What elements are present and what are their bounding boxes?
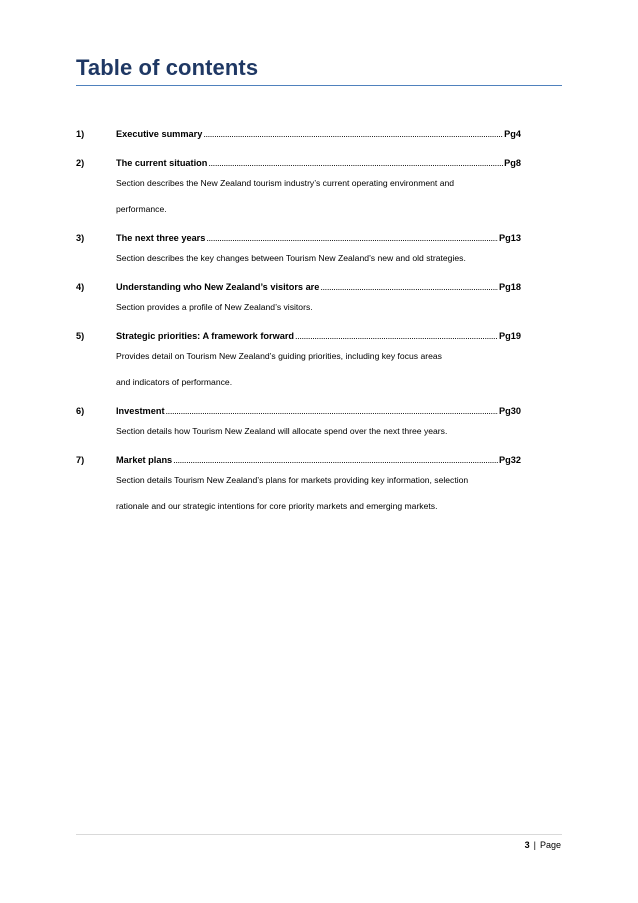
toc-entry-description: performance. [116,204,167,214]
page-number: 3 [524,840,530,850]
toc-entry-label: The current situation [116,158,208,168]
toc-entry-page: Pg30 [499,406,521,416]
footer-separator: | [533,840,536,850]
toc-entry-heading[interactable] [76,128,521,141]
toc-entry-description: Section details how Tourism New Zealand will allocate spend over the next three years. [116,426,448,436]
toc-entry-heading[interactable] [76,405,521,418]
dot-leader [320,281,498,294]
table-of-contents [76,128,521,519]
toc-entry-6 [76,405,521,444]
toc-entry-page: Pg18 [499,282,521,292]
toc-entry-label: Executive summary [116,129,203,139]
toc-entry-description: Section describes the key changes between Tourism New Zealand’s new and old strategies. [116,253,466,263]
dot-leader [295,330,498,343]
dot-leader [173,454,498,467]
toc-entry-number: 3) [76,233,85,243]
toc-entry-description: and indicators of performance. [116,377,233,387]
toc-entry-number: 6) [76,406,85,416]
toc-entry-description: Section details Tourism New Zealand’s plans for markets providing key information, selection [116,475,469,485]
page-footer [525,839,561,851]
toc-entry-number: 1) [76,129,85,139]
page-word: Page [539,840,561,850]
toc-entry-1 [76,128,521,141]
toc-entry-number: 4) [76,282,85,292]
dot-leader [166,405,499,418]
toc-entry-7 [76,454,521,519]
toc-entry-heading[interactable] [76,281,521,294]
toc-entry-description: Provides detail on Tourism New Zealand’s guiding priorities, including key focus areas [116,351,442,361]
toc-entry-5 [76,330,521,395]
toc-entry-description: rationale and our strategic intentions for core priority markets and emerging markets. [116,501,438,511]
toc-entry-description: Section describes the New Zealand tourism industry’s current operating environment and [116,178,455,188]
toc-entry-page: Pg4 [504,129,521,139]
toc-entry-heading[interactable] [76,454,521,467]
page-title: Table of contents [76,55,259,80]
toc-entry-page: Pg13 [499,233,521,243]
toc-entry-number: 2) [76,158,85,168]
toc-entry-page: Pg8 [504,158,521,168]
dot-leader [208,157,503,170]
toc-entry-number: 5) [76,331,85,341]
dot-leader [203,128,503,141]
toc-entry-label: Market plans [116,455,173,465]
toc-entry-label: Understanding who New Zealand’s visitors are [116,282,320,292]
toc-entry-heading[interactable] [76,232,521,245]
toc-entry-3 [76,232,521,271]
toc-entry-label: Strategic priorities: A framework forward [116,331,295,341]
toc-entry-label: The next three years [116,233,206,243]
toc-entry-description: Section provides a profile of New Zealand’s visitors. [116,302,313,312]
dot-leader [206,232,498,245]
footer-divider [76,834,562,835]
toc-entry-2 [76,157,521,222]
title-underline [76,85,562,86]
toc-entry-page: Pg19 [499,331,521,341]
toc-entry-number: 7) [76,455,85,465]
toc-entry-heading[interactable] [76,330,521,343]
toc-entry-heading[interactable] [76,157,521,170]
toc-entry-label: Investment [116,406,165,416]
toc-entry-4 [76,281,521,320]
toc-entry-page: Pg32 [499,455,521,465]
